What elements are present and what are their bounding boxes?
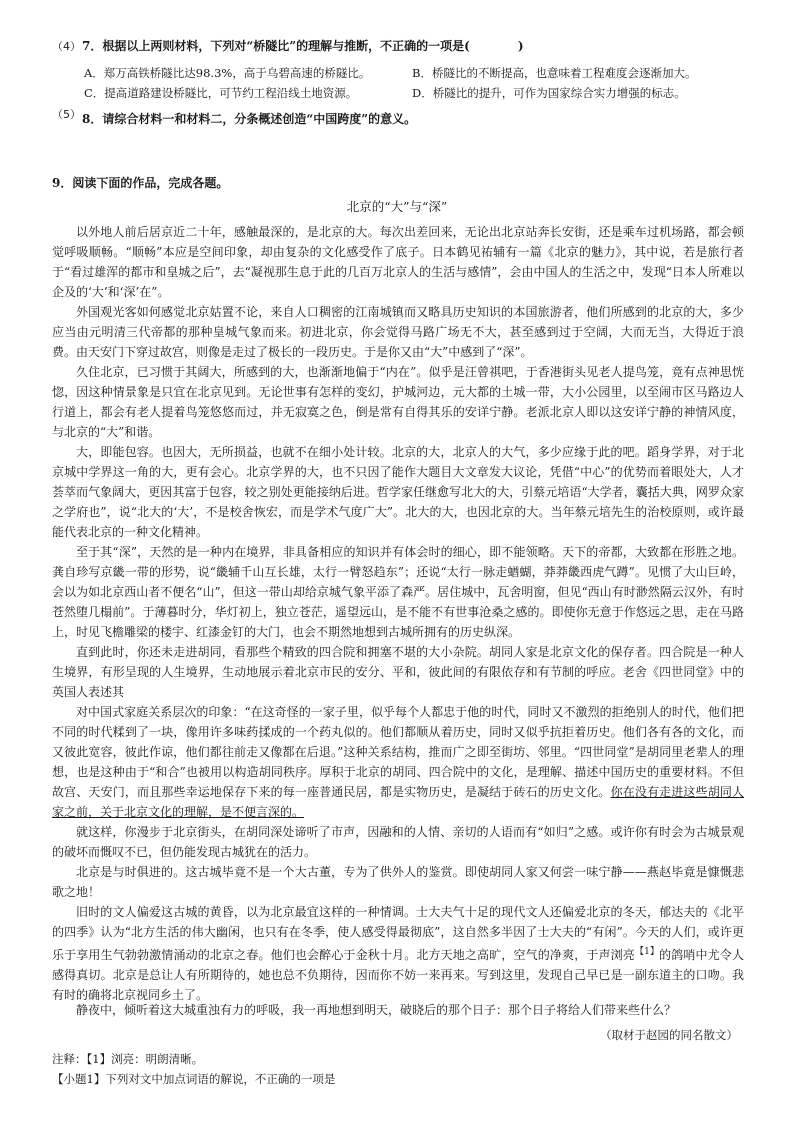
- question-marker-4: （4）: [52, 40, 81, 53]
- paragraph-7-text: 对中国式家庭关系层次的印象：“在这奇怪的一家子里，似乎每个人都忠于他的时代，同时又不激烈的拒绝别人的时代，他们把不同的时代糅到了一块，像用许多味药揉成的一个药丸似的。他们都顺从着历史，同时又似乎抗拒着历史。他们各有各的文化，而又彼此宽容，彼此作谅，他们都往前走又像都在后退。”这种关系结构，推而广之即至街坊、邻里。“四世同堂”是胡同里老辈人的理想，也是这种由于“和合”也被用以构造胡同秩序。厚积于北京的胡同、四合院中的文化，是理解、描述中国历史的重要材料。不但故宫、天安门，而且那些幸运地保存下来的每一座普通民居，都是实物历史，是凝结于砖石的历史文化。: [52, 705, 744, 799]
- annotation-note: 注释：【1】浏亮：明朗清晰。: [52, 1052, 204, 1066]
- option-a: A．郑万高铁桥隧比达98.3%，高于乌碧高速的桥隧比。: [84, 66, 371, 80]
- paragraph-7: [52, 702, 744, 822]
- question-9-heading: 9．阅读下面的作品，完成各题。: [52, 176, 229, 190]
- paragraph-2: 外国观光客如何感觉北京姑置不论，来自人口稠密的江南城镇而又略具历史知识的本国旅游者，他们所感到的北京的大，多少应当由元明清三代帝都的那种皇城气象而来。初进北京，你会觉得马路广场无不大，甚至感到过于空阔，大而无当，大得近于浪费。由天安门下穿过故宫，则像是走过了极长的一段历史。于是你又由“大”中感到了“深”。: [52, 305, 744, 359]
- question-marker-5: （5）: [52, 108, 81, 121]
- paragraph-1: 以外地人前后居京近二十年，感触最深的，是北京的大。每次出差回来，无论出北京站奔长安街，还是乘车过机场路，都会顿觉呼吸顺畅。“顺畅”本应是空间印象，却由复杂的文化感受作了底子。日本鹤见祐辅有一篇《北京的魅力》，其中说，若是旅行者于“看过雄浑的都市和皇城之后”，去“凝视那生息于此的几百万北京人的生活与感情”，会由中国人的生活之中，发现“日本人所难以企及的‘大’和‘深’在”。: [52, 225, 744, 299]
- paragraph-6: 直到此时，你还未走进胡同，看那些个精致的四合院和拥塞不堪的大小杂院。胡同人家是北京文化的保存者。四合院是一种人生境界，有形呈现的人生境界，生动地展示着北京市民的安分、平和，彼此间的有限依存和有节制的呼应。老舍《四世同堂》中的英国人表述其: [52, 645, 744, 699]
- option-d: D．桥隧比的提升，可作为国家综合实力增强的标志。: [412, 86, 686, 100]
- paragraph-8: 就这样，你漫步于北京街头，在胡同深处谛听了市声，因融和的人情、亲切的人语而有“如归”之感。或许你有时会为古城景观的破坏而慨叹不已，但仍能发现古城犹在的活力。: [52, 825, 744, 859]
- question-7-text: 7．根据以上两则材料，下列对“桥隧比”的理解与推断，不正确的一项是( ): [82, 39, 524, 53]
- question-8-text: 8．请综合材料一和材料二，分条概述创造“中国跨度”的意义。: [82, 112, 417, 126]
- option-c: C．提高道路建设桥隧比，可节约工程沿线土地资源。: [84, 86, 358, 100]
- paragraph-10-text: 旧时的文人偏爱这古城的黄昏，以为北京最宜这样的一种情调。士大夫气十足的现代文人还偏爱北京的冬天，郁达夫的《北平的四季》认为“北方生活的伟大幽闲，也只有在冬季，使人感受得最彻底”，这自然多半因了士大夫的“有闲”。今天的人们，或许更乐于享用生气勃勃激情涌动的北京之春。他们也会醉心于金秋十月。北方天地之高旷，空气的净爽，于声浏亮: [52, 905, 744, 962]
- paragraph-10-tail: 的鸽哨中尤令人感得真切。北京是总让人有所期待的，她也总不负期待，因而你不妨一来再来。写到这里，发现自己早已是一副东道主的口吻。我有时的确将北京视同乡土了。: [52, 948, 744, 1002]
- source-note: （取材于赵园的同名散文）: [600, 1028, 738, 1042]
- paragraph-11: 静夜中，倾听着这大城重浊有力的呼吸，我一再地想到明天，破晓后的那个日子：那个日子将给人们带来些什么？: [76, 1003, 677, 1017]
- footnote-marker: 【1】: [634, 947, 660, 957]
- article-title: 北京的“大”与“深”: [346, 199, 448, 214]
- paragraph-10: [52, 902, 744, 1005]
- paragraph-3: 久住北京，已习惯于其阔大，所感到的大，也渐渐地偏于“内在”。似乎是汪曾祺吧，于香港街头见老人提鸟笼，竟有点神思恍惚，因这种情景象是只宜在北京见到。无论世事有怎样的变幻，护城河边，元大都的土城一带，大小公园里，以至闹市区马路边人行道上，都会有老人提着鸟笼悠悠而过，并无寂寞之色，倒是常有自得其乐的安详宁静。老派北京人即以这安详宁静的神情风度，与北京的“大”和谐。: [52, 365, 744, 439]
- sub-question-1: 【小题1】下列对文中加点词语的解说，不正确的一项是: [52, 1072, 336, 1086]
- paragraph-7-underlined: 你在没有走进这些胡同人家之前，关于北京文化的理解，是不便言深的。: [52, 785, 744, 819]
- paragraph-4: 大，即能包容。也因大，无所损益，也就不在细小处计较。北京的大，北京人的大气，多少应缘于此的吧。蹈身学界，对于北京城中学界这一角的大，更有会心。北京学界的大，也不只因了能作大题目大文章发大议论，凭借“中心”的优势而着眼处大，人才荟萃而气象阔大，更因其富于包容，较之别处更能接纳后进。哲学家任继愈写北大的大，引蔡元培语“大学者，囊括大典，网罗众家之学府也”，说“北大的‘大’，不是校舍恢宏，而是学术气度广大”。北大的大，也因北京的大。当年蔡元培先生的治校原则，或许最能代表北京的一种文化精神。: [52, 445, 744, 539]
- paragraph-9: 北京是与时俱进的。这古城毕竟不是一个大古董，专为了供外人的鉴赏。即使胡同人家又何尝一味宁静——燕赵毕竟是慷慨悲歌之地！: [52, 865, 744, 899]
- option-b: B．桥隧比的不断提高，也意味着工程难度会逐渐加大。: [412, 66, 697, 80]
- paragraph-5: 至于其“深”，天然的是一种内在境界，非具备相应的知识并有体会时的细心，即不能领略。天下的帝都，大致都在形胜之地。龚自珍写京畿一带的形势，说“畿辅千山互长雄，太行一臂怒趋东”；还说“太行一脉走蝤蝴，莽莽畿西虎气蹲”。见惯了大山巨岭，会以为如北京西山者不便名“山”，但这一带山却给京城气象平添了森严。居住城中，瓦舍明窗，但见“西山有时渺然隔云汉外，有时苍然堕几榻前”。于薄暮时分，华灯初上，独立苍茫，遥望远山，是不能不有世事沧桑之感的。即使你无意于作悠远之思，走在马路上，时见飞檐雕梁的楼宇、红漆金钉的大门，也会不期然地想到古城所拥有的历史纵深。: [52, 545, 744, 639]
